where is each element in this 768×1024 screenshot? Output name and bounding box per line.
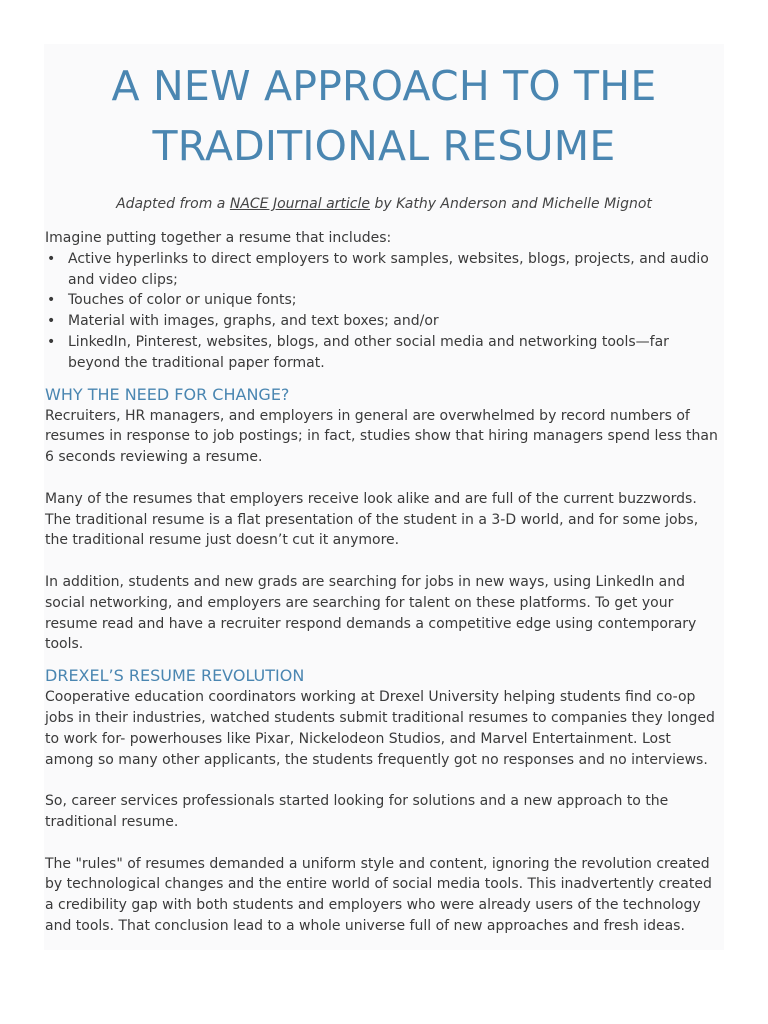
attribution-suffix: by Kathy Anderson and Michelle Mignot [370,196,652,212]
document-page [44,44,724,950]
title-line-2: TRADITIONAL RESUME [152,122,616,170]
paragraph: Many of the resumes that employers receive look alike and are full of the current buzzwords. The traditional resume is a flat presentation of the student in a 3-D world, and for some jobs, the traditional resume just doesn’t cut it anymore. [45,490,699,549]
list-item: • Material with images, graphs, and text boxes; and/or [68,311,720,332]
intro-text: Imagine putting together a resume that includes: [45,230,392,246]
paragraph-spacer [45,551,720,572]
attribution-prefix: Adapted from a [116,196,230,212]
feature-list [45,249,720,374]
list-item: • LinkedIn, Pinterest, websites, blogs, and other social media and networking tools—far beyond the traditional paper format. [68,332,720,374]
paragraph: Cooperative education coordinators working at Drexel University helping students find co-op jobs in their industries, watched students submit traditional resumes to companies they longed to work for- powerhouses like Pixar, Nickelodeon Studios, and Marvel Entertainment. Lost among so many other applicants, the students frequently got no responses and no interviews. [45,689,715,768]
paragraph: In addition, students and new grads are searching for jobs in new ways, using LinkedIn and social networking, and employers are searching for talent on these platforms. To get your resume read and have a recruiter respond demands a competitive edge using contemporary tools. [45,573,697,653]
attribution-line [44,194,724,214]
page-title [44,44,724,176]
paragraph: Recruiters, HR managers, and employers in general are overwhelmed by record numbers of resumes in response to job postings; in fact, studies show that hiring managers spend less than 6 seconds reviewing a resume. [45,407,718,466]
section-heading-drexel-revolution: DREXEL’S RESUME REVOLUTION [45,666,305,686]
section-heading-why-change: WHY THE NEED FOR CHANGE? [45,384,290,404]
paragraph-spacer [45,770,720,791]
paragraph-spacer [45,468,720,489]
paragraph-spacer [45,833,720,854]
list-item: • Active hyperlinks to direct employers to work samples, websites, blogs, projects, and audio and video clips; [68,249,720,291]
title-line-1: A NEW APPROACH TO THE [111,62,657,110]
nace-journal-article-link[interactable]: NACE Journal article [229,196,370,212]
document-body [44,228,724,937]
list-item: • Touches of color or unique fonts; [68,290,720,311]
paragraph: The "rules" of resumes demanded a uniform style and content, ignoring the revolution created by technological changes and the entire world of social media tools. This inadvertently created a credibility gap with both students and employers who were already users of the technology and tools. That conclusion lead to a whole universe full of new approaches and fresh ideas. [45,855,712,934]
paragraph: So, career services professionals started looking for solutions and a new approach to the traditional resume. [45,793,669,830]
